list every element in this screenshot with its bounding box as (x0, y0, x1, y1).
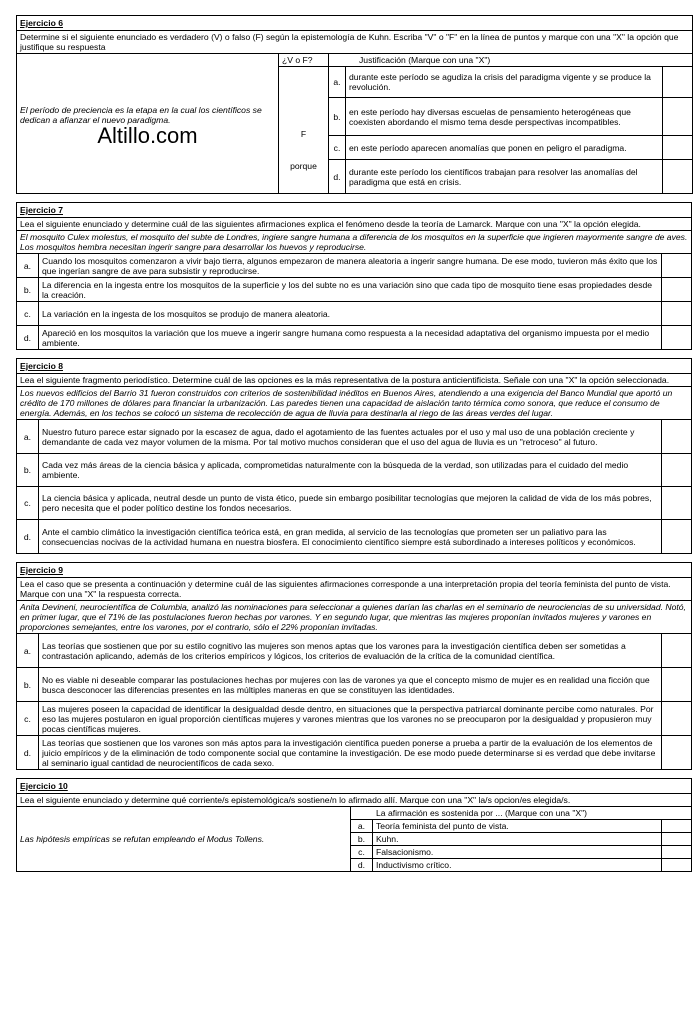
option-text: en este período hay diversas escuelas de pensamiento heterogéneas que coexisten abordando el mismo tema desde perspectivas incompatibles. (346, 98, 663, 136)
answer-checkbox[interactable] (661, 420, 691, 454)
option-text: Cuando los mosquitos comenzaron a vivir bajo tierra, algunos empezaron de manera aleatoria a ingerir sangre humana. De ese modo, tuvieron más éxito que los que ingerían sangre de ave para subsistir y reproducirse. (39, 254, 662, 278)
option-letter: a. (17, 634, 39, 668)
exercise-instructions: Determine si el siguiente enunciado es verdadero (V) o falso (F) según la epistemología de Kuhn. Escriba "V" o "F" en la línea de puntos y marque con una "X" la opción que justifique su respuesta (17, 31, 693, 54)
option-letter: d. (329, 160, 346, 194)
justification-column-header: Justificación (Marque con una "X") (329, 54, 693, 67)
option-text: Inductivismo crítico. (373, 859, 662, 872)
option-text: Las teorías que sostienen que por su estilo cognitivo las mujeres son menos aptas que los varones para la investigación científica deben ser sometidas a contrastación aplicando, además de los criterios empíricos y lógicos, los criterios de evaluación de la crítica de la comunidad científica. (39, 634, 662, 668)
answer-checkbox[interactable] (661, 326, 691, 350)
option-letter: a. (17, 254, 39, 278)
exercise-8 (16, 358, 692, 554)
option-text: en este período aparecen anomalías que ponen en peligro el paradigma. (346, 136, 663, 160)
option-letter: c. (329, 136, 346, 160)
option-letter: c. (17, 702, 39, 736)
exam-page (16, 15, 692, 880)
vf-column-header: ¿V o F? (279, 54, 329, 67)
option-letter: b. (351, 833, 373, 846)
answer-checkbox[interactable] (661, 668, 691, 702)
exercise-title: Ejercicio 8 (17, 359, 692, 374)
option-text: Teoría feminista del punto de vista. (373, 820, 662, 833)
statement-text: Anita Devineni, neurocientífica de Columbia, analizó las nominaciones para seleccionar a quienes darían las charlas en el seminario de neurociencias de su universidad. Notó, en primer lugar, que el 71% de las postulaciones fueron hechas por varones. Y en segundo lugar, que mientras las mujeres proponían invitados mujeres y varones en proporciones semejantes, entre los varones, por el contrario, sólo el 22% proponían invitadas. (17, 601, 692, 634)
answer-checkbox[interactable] (661, 820, 691, 833)
exercise-instructions: Lea el siguiente fragmento periodístico. Determine cuál de las opciones es la más representativa de la postura anticientificista. Señale con una "X" la opción seleccionada. (17, 374, 692, 387)
exercise-title: Ejercicio 10 (17, 779, 692, 794)
option-text: No es viable ni deseable comparar las postulaciones hechas por mujeres con las de varones ya que el concepto mismo de mujer es en realidad una ficción que busca desconocer las diferencias presentes en las múltiples maneras en que se constituyen las identidades. (39, 668, 662, 702)
statement-text: El período de preciencia es la etapa en la cual los científicos se dedican a afianzar el nuevo paradigma. (20, 104, 262, 125)
exercise-instructions: Lea el caso que se presenta a continuación y determine cuál de las siguientes afirmaciones corresponde a una interpretación propia del teoría feminista del punto de vista. Marque con una "X" la respuesta correcta. (17, 578, 692, 601)
answer-checkbox[interactable] (661, 702, 691, 736)
vf-answer[interactable]: F (300, 129, 307, 139)
option-letter: d. (17, 520, 39, 554)
answer-checkbox[interactable] (663, 67, 693, 98)
exercise-title: Ejercicio 7 (17, 203, 692, 218)
option-letter: c. (17, 487, 39, 520)
statement-text: El mosquito Culex molestus, el mosquito del subte de Londres, ingiere sangre humana a diferencia de los mosquitos en la superficie que ingieren mayormente sangre de aves. Los mosquitos hembra necesitan ingerir sangre para desarrollar los huevos y reproducirse. (17, 231, 692, 254)
option-text: Apareció en los mosquitos la variación que los mueve a ingerir sangre humana como respuesta a la necesidad adaptativa del organismo impuesta por el medio ambiente. (39, 326, 662, 350)
answer-checkbox[interactable] (661, 520, 691, 554)
option-text: La diferencia en la ingesta entre los mosquitos de la superficie y los del subte no es una variación sino que cada tipo de mosquito tiene esas propiedades desde la creación. (39, 278, 662, 302)
answer-checkbox[interactable] (661, 859, 691, 872)
option-text: Kuhn. (373, 833, 662, 846)
option-letter: a. (351, 820, 373, 833)
option-text: durante este período los científicos trabajan para resolver las anomalías del paradigma que está en crisis. (346, 160, 663, 194)
answer-checkbox[interactable] (661, 302, 691, 326)
option-letter: a. (329, 67, 346, 98)
exercise-instructions: Lea el siguiente enunciado y determine qué corriente/s epistemológica/s sostiene/n lo afirmado allí. Marque con una "X" la/s opcion/es elegida/s. (17, 794, 692, 807)
exercise-title: Ejercicio 9 (17, 563, 692, 578)
answer-checkbox[interactable] (663, 160, 693, 194)
option-letter: c. (17, 302, 39, 326)
answer-checkbox[interactable] (661, 833, 691, 846)
support-column-header: La afirmación es sostenida por ... (Marque con una "X") (351, 807, 692, 820)
option-letter: b. (329, 98, 346, 136)
answer-checkbox[interactable] (661, 487, 691, 520)
altillo-watermark: Altillo.com (97, 122, 198, 148)
option-letter: a. (17, 420, 39, 454)
statement-text: Las hipótesis empíricas se refutan empleando el Modus Tollens. (17, 807, 351, 872)
exercise-9 (16, 562, 692, 770)
answer-checkbox[interactable] (661, 736, 691, 770)
option-text: Falsacionismo. (373, 846, 662, 859)
option-text: Cada vez más áreas de la ciencia básica y aplicada, comprometidas naturalmente con la búsqueda de la verdad, son utilizadas para el cuidado del medio ambiente. (39, 454, 662, 487)
option-text: La ciencia básica y aplicada, neutral desde un punto de vista ético, puede sin embargo posibilitar tecnologías que mejoren la calidad de vida de los más pobres, pero necesita que el poder político destine los fondos necesarios. (39, 487, 662, 520)
exercise-7 (16, 202, 692, 350)
option-letter: b. (17, 454, 39, 487)
answer-checkbox[interactable] (661, 454, 691, 487)
option-letter: b. (17, 668, 39, 702)
answer-checkbox[interactable] (661, 278, 691, 302)
option-text: Las mujeres poseen la capacidad de identificar la desigualdad desde dentro, en situaciones que la perspectiva patriarcal dominante percibe como naturales. Por eso las mujeres postularon en igual proporción científicas mujeres y varones mientras que los varones no se preocuparon por la desigualdad y propusieron muy pocas científicas mujeres. (39, 702, 662, 736)
exercise-10 (16, 778, 692, 872)
exercise-6 (16, 15, 692, 194)
option-text: Las teorías que sostienen que los varones son más aptos para la investigación científica pueden ponerse a prueba a partir de la evaluación de los elementos de juicio empíricos y de la eliminación de todo componente social que contamine la investigación. De ese modo puede determinarse si es verdad que debe invitarse al seminario igual cantidad de neurocientíficos de cada sexo. (39, 736, 662, 770)
exercise-instructions: Lea el siguiente enunciado y determine cuál de las siguientes afirmaciones explica el fenómeno desde la teoría de Lamarck. Marque con una "X" la opción elegida. (17, 218, 692, 231)
option-letter: d. (17, 736, 39, 770)
answer-checkbox[interactable] (661, 254, 691, 278)
answer-checkbox[interactable] (663, 98, 693, 136)
option-text: durante este período se agudiza la crisis del paradigma vigente y se produce la revolución. (346, 67, 663, 98)
option-letter: b. (17, 278, 39, 302)
option-letter: d. (17, 326, 39, 350)
option-text: La variación en la ingesta de los mosquitos se produjo de manera aleatoria. (39, 302, 662, 326)
option-text: Nuestro futuro parece estar signado por la escasez de agua, dado el agotamiento de las fuentes actuales por el uso y mal uso de una población creciente y demandante de cada vez mayor volumen de la misma. Por tal motivo muchos consideran que el uso del agua de lluvia es un "retroceso" al futuro. (39, 420, 662, 454)
option-text: Ante el cambio climático la investigación científica teórica está, en gran medida, al servicio de las tecnologías que prometen ser un paliativo para las consecuencias nocivas de la actividad humana en nuestra biosfera. El conocimiento científico siempre está subordinado a intereses políticos y económicos. (39, 520, 662, 554)
option-letter: d. (351, 859, 373, 872)
exercise-title: Ejercicio 6 (17, 16, 693, 31)
statement-text: Los nuevos edificios del Barrio 31 fueron construidos con criterios de sostenibilidad inéditos en Buenos Aires, atendiendo a una exigencia del Banco Mundial que aportó un crédito de 170 millones de dólares para financiar la urbanización. Las paredes tienen una capacidad de aislación tanto térmica como sonora, que reduce el consumo de energía. Además, en los techos se colocó un sistema de recolección de agua de lluvia para destinarla al riego de las áreas verdes del lugar. (17, 387, 692, 420)
porque-label: porque (290, 161, 317, 171)
answer-checkbox[interactable] (661, 634, 691, 668)
answer-checkbox[interactable] (661, 846, 691, 859)
option-letter: c. (351, 846, 373, 859)
answer-checkbox[interactable] (663, 136, 693, 160)
